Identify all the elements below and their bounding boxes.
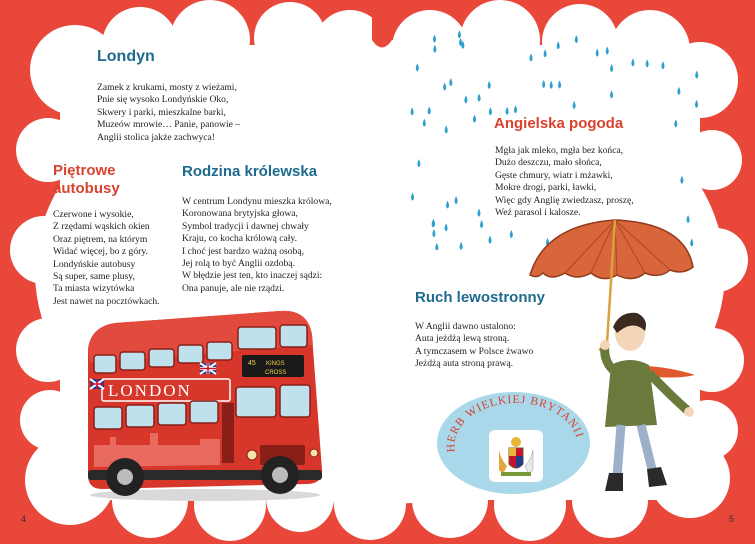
union-flag-icon [90,379,104,389]
rain-drop [677,87,680,95]
rain-drop [433,35,436,43]
poem-line: Zamek z krukami, mosty z wieżami, [97,82,237,93]
rodzina-title: Rodzina królewska [182,163,318,180]
page-number-left: 4 [21,514,27,524]
rain-drop [445,223,448,231]
rain-drop [674,119,677,127]
rain-drop [695,100,698,108]
rain-drop [488,81,491,89]
rain-drop [506,107,509,115]
rain-drop [460,242,463,250]
rain-drop [455,196,458,204]
rain-drop [610,64,613,72]
rain-drop [550,81,553,89]
rain-drop [411,107,414,115]
poem-line: Mgła jak mleko, mgła bez końca, [495,145,624,156]
poem-line: Muzeów mrowie… Panie, panowie – [97,119,241,131]
poem-line: Skwery i parki, mieszkalne barki, [97,106,226,118]
rain-drop [459,38,462,46]
rain-drop [542,80,545,88]
autobusy-title [53,162,120,198]
route-number: 45 [248,360,256,367]
bus-wheel [106,458,144,496]
poem-line: Londyńskie autobusy [53,258,136,270]
rain-drop [428,106,431,114]
rain-drop [606,46,609,54]
rain-drop [411,193,414,201]
rain-drop [477,209,480,217]
route-sub: CROSS [265,370,287,376]
coat-of-arms-badge-art [437,392,590,494]
poem-line: Symbol tradycji i dawnej chwały [182,220,309,232]
rain-drop [445,126,448,134]
poem-line: Jeżdżą auta stroną prawą. [415,358,514,370]
ruch-poem [415,321,533,371]
rain-drop [480,220,483,228]
poem-line: Koronowana brytyjska głowa, [182,208,298,220]
poem-line: Czerwone i wysokie, [53,209,134,220]
rain-drop [680,176,683,184]
poem-line: Weź parasol i kalosze. [495,207,581,219]
rain-drop [435,243,438,250]
poem-line: Ona panuje, ale nie rządzi. [182,282,285,294]
pogoda-title: Angielska pogoda [494,115,624,132]
rain-drop [449,78,452,86]
bus-london-text: LONDON [108,381,192,400]
londyn-poem [97,82,240,144]
rain-drop [573,101,576,109]
rain-drop [458,30,461,38]
poem-line: W Anglii dawno ustalono: [415,321,516,332]
rain-drop [544,49,547,57]
double-decker-bus-illustration [80,305,325,505]
rain-drop [433,45,436,53]
rain-drop [575,35,578,43]
autobusy-title-line2: autobusy [53,180,120,197]
rain-drop [631,58,634,66]
rain-drop [443,82,446,90]
poem-line: A tymczasem w Polsce żwawo [415,345,534,357]
poem-line: Z rzędami wąskich okien [53,221,150,233]
page-number-right: 5 [729,514,735,524]
rain-drop [464,95,467,103]
rain-drop [417,159,420,167]
autobusy-title-line1: Piętrowe [53,162,116,179]
bus-wheel [261,456,299,494]
poem-line: Gęste chmury, wiatr i mżawki, [495,169,613,181]
rain-drop [695,71,698,79]
poem-line: Jej rolą to być Anglii ozdobą. [182,258,295,270]
rain-drop [473,115,476,123]
rain-drop [432,229,435,237]
rain-drop [558,81,561,89]
poem-line: Kraju, co kocha królową cały. [182,233,297,245]
poem-line: Oraz piętrem, na którym [53,233,148,245]
rain-drop [446,201,449,209]
poem-line: W błędzie jest ten, kto inaczej sądzi: [182,270,323,282]
rain-drop [661,61,664,69]
ruch-title: Ruch lewostronny [415,289,546,306]
rain-drop [489,107,492,115]
rain-drop [557,41,560,49]
rain-drop [478,94,481,102]
rain-drop [423,119,426,127]
poem-line: W centrum Londynu mieszka królowa, [182,196,332,207]
poem-line: Mokre drogi, parki, ławki, [495,182,597,194]
poem-line: Pnie się wysoko Londyńskie Oko, [97,94,229,106]
poem-line: Dużo deszczu, mało słońca, [495,157,602,169]
autobusy-poem [53,209,160,308]
route-destination: KINGS [266,361,285,367]
poem-line: Widać więcej, bo z góry. [53,246,148,258]
rodzina-poem [182,196,332,295]
rain-drop [646,59,649,67]
pogoda-poem [495,145,634,219]
poem-line: Są super, same plusy, [53,271,135,283]
poem-line: Ta miasta wizytówka [53,283,135,295]
rain-drop [489,236,492,244]
poem-line: Anglii stolica jakże zachwyca! [97,131,216,143]
poem-line: Więc gdy Anglię zwiedzasz, proszę, [495,194,634,206]
rain-drop [610,90,613,98]
rain-drop [510,230,513,238]
londyn-title: Londyn [97,48,155,65]
poem-line: Jest nawet na pocztówkach. [53,295,160,307]
poem-line: I choć jest bardzo ważną osobą, [182,245,305,257]
rain-drop [596,49,599,57]
union-flag-icon [200,363,216,374]
rain-drop [416,63,419,71]
rain-drop [514,105,517,113]
rain-drop [530,53,533,61]
poem-line: Auta jeżdżą lewą stroną. [415,333,510,345]
herb-caption: HERB WIELKIEJ BRYTANII [445,393,586,453]
